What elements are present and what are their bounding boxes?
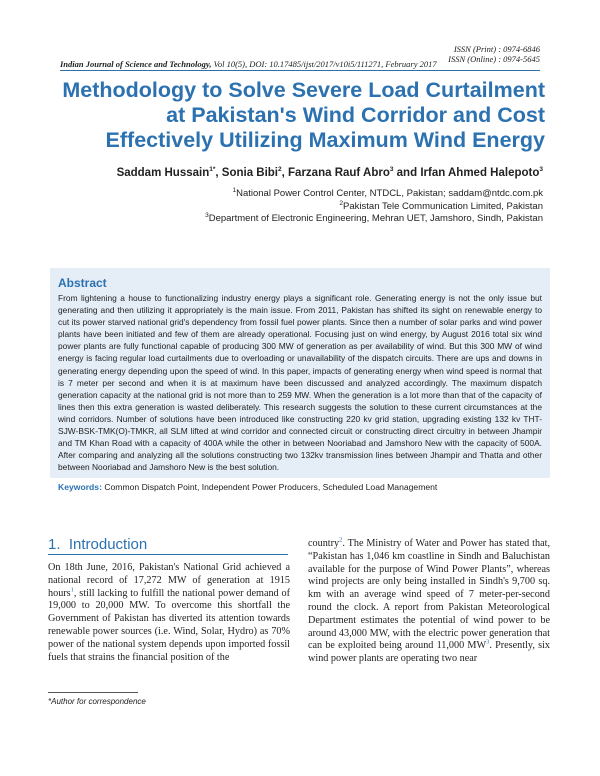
affiliation-text: Pakistan Tele Communication Limited, Pakistan <box>343 200 543 212</box>
author-affiliation-mark: 2 <box>278 166 282 174</box>
keywords-text: Common Dispatch Point, Independent Power Producers, Scheduled Load Management <box>101 482 438 492</box>
section-title: Introduction <box>68 536 148 553</box>
author-name: Sonia Bibi <box>221 167 279 179</box>
footnote: *Author for correspondence <box>48 697 146 706</box>
affiliation-text: National Power Control Center, NTDCL, Pakistan; saddam@ntdc.com.pk <box>236 188 543 199</box>
affiliation-item <box>205 188 543 201</box>
journal-name: Indian Journal of Science and Technology, <box>60 59 212 69</box>
citation-link[interactable]: 1 <box>70 586 74 594</box>
affiliation-mark: 2 <box>339 199 344 207</box>
author-affiliation-mark: 3 <box>389 166 394 174</box>
body-text: , still lacking to fulfill the national power demand of 19,000 to 20,000 MW. To overcome this shortfall the Government of Pakistan has diverted its attention towards renewable power sources (i.e. Wind, Solar, Hydro) as 70% power of the national system depends upon imported fossil fuels that strains the financial position of the <box>48 587 290 663</box>
affiliation-mark: 1 <box>232 186 237 194</box>
author-affiliation-mark: 3 <box>539 166 543 174</box>
body-text: . Presently, six wind power plants are operating two near <box>308 640 550 665</box>
citation-link[interactable]: 2 <box>339 536 343 544</box>
affiliation-mark: 3 <box>205 211 209 219</box>
affiliation-item <box>205 213 543 226</box>
author-separator: , <box>281 167 289 179</box>
paper-title: Methodology to Solve Severe Load Curtailment at Pakistan's Wind Corridor and Cost Effectively Utilizing Maximum Wind Energy <box>62 78 545 152</box>
affiliation-list <box>205 188 543 226</box>
author-list <box>117 167 543 179</box>
journal-citation <box>60 59 437 69</box>
abstract-text: From lightening a house to functionalizing industry energy plays a significant role. Generating energy is not the only issue but generating and then utilizing it appropriately is the main issue. From 2011, Pakistan has shifted its sight on renewable energy to cut its power starved national grid's dependency from fossil fuel power plants. Since then a number of solar parks and wind power plants have been initiated and few of them are already operational. Focusing just on wind energy, by August 2016 total six wind power plants are fully functional capable of producing 300 MW of generation as per availability of wind. But this 300 MW of wind energy is facing regular load curtailments due to overloading or unavailability of the dispatch circuits. There are ups and downs in generating energy depending upon the speed of wind. In this paper, impacts of generating energy when wind speed is normal that is 7 meter per second and when it is at maximum have been discussed and analyzed accordingly. The maximum dispatch generation capacity at the national grid is not more than to 259 MW. When the generation is a lot more than that of the capacity of lines then this extra generation is wasted deliberately. This research suggests the solution to these current circumstances at the wind corridors. Number of solutions have been introduced like constructing 220 kv grid station, upgrading existing 132 kv THT-SJW-BSK-TMK(O)-TMKR, all SLM lifted at wind corridor and connected circuit or constructing direct circuitry in between Jhampir and TM Khan Road with a capacity of 400A while the other in between Nooriabad and Jamshoro New with the capacity of 500A. After comparing and analyzing all the solutions constructing two 132kv transmission lines between Jhampir and Thatta and other between Nooriabad and Jamshoro New is the best solution. <box>58 293 542 473</box>
author-name: Farzana Rauf Abro <box>288 167 390 179</box>
header-divider <box>60 70 540 71</box>
issn-print: ISSN (Print) : 0974-6846 <box>453 44 540 54</box>
affiliation-text: Department of Electronic Engineering, Mehran UET, Jamshoro, Sindh, Pakistan <box>208 213 543 224</box>
keywords-line <box>58 482 558 492</box>
footnote-divider <box>48 692 138 693</box>
section-underline <box>48 554 288 555</box>
issn-online: ISSN (Online) : 0974-5645 <box>448 54 540 64</box>
section-number: 1. <box>48 536 61 553</box>
author-affiliation-mark: 1* <box>209 166 216 174</box>
journal-details: Vol 10(5), DOI: 10.17485/ijst/2017/v10i5/111271, February 2017 <box>213 59 437 69</box>
abstract-heading: Abstract <box>58 276 107 290</box>
body-column-right <box>308 538 550 666</box>
body-text: country <box>308 538 340 549</box>
body-column-left <box>48 562 290 664</box>
issn-block <box>448 44 540 64</box>
body-text: . The Ministry of Water and Power has stated that, “Pakistan has 1,046 km coastline in Sindh and Baluchistan available for the purpose of Wind Power Plants”, whereas wind projects are only being installed in Sindh's 9,700 sq. km with an average wind speed of 7 meter-per-second round the clock. A report from Pakistan Meteorological Department estimates the potential of wind power to be around 43,000 MW, with the electric power generation that can be exploited being around 11,000 MW <box>308 538 550 652</box>
keywords-label: Keywords: <box>58 482 102 492</box>
author-separator: , <box>215 167 222 179</box>
affiliation-item <box>205 201 543 214</box>
body-text: On 18th June, 2016, Pakistan's National Grid achieved a national record of 17,272 MW of generation at 1915 hours <box>48 562 290 599</box>
citation-link[interactable]: 3 <box>486 638 490 646</box>
author-name: Saddam Hussain <box>116 167 210 179</box>
section-heading <box>48 536 147 553</box>
author-name: Irfan Ahmed Halepoto <box>420 167 540 179</box>
author-separator: and <box>393 167 421 179</box>
